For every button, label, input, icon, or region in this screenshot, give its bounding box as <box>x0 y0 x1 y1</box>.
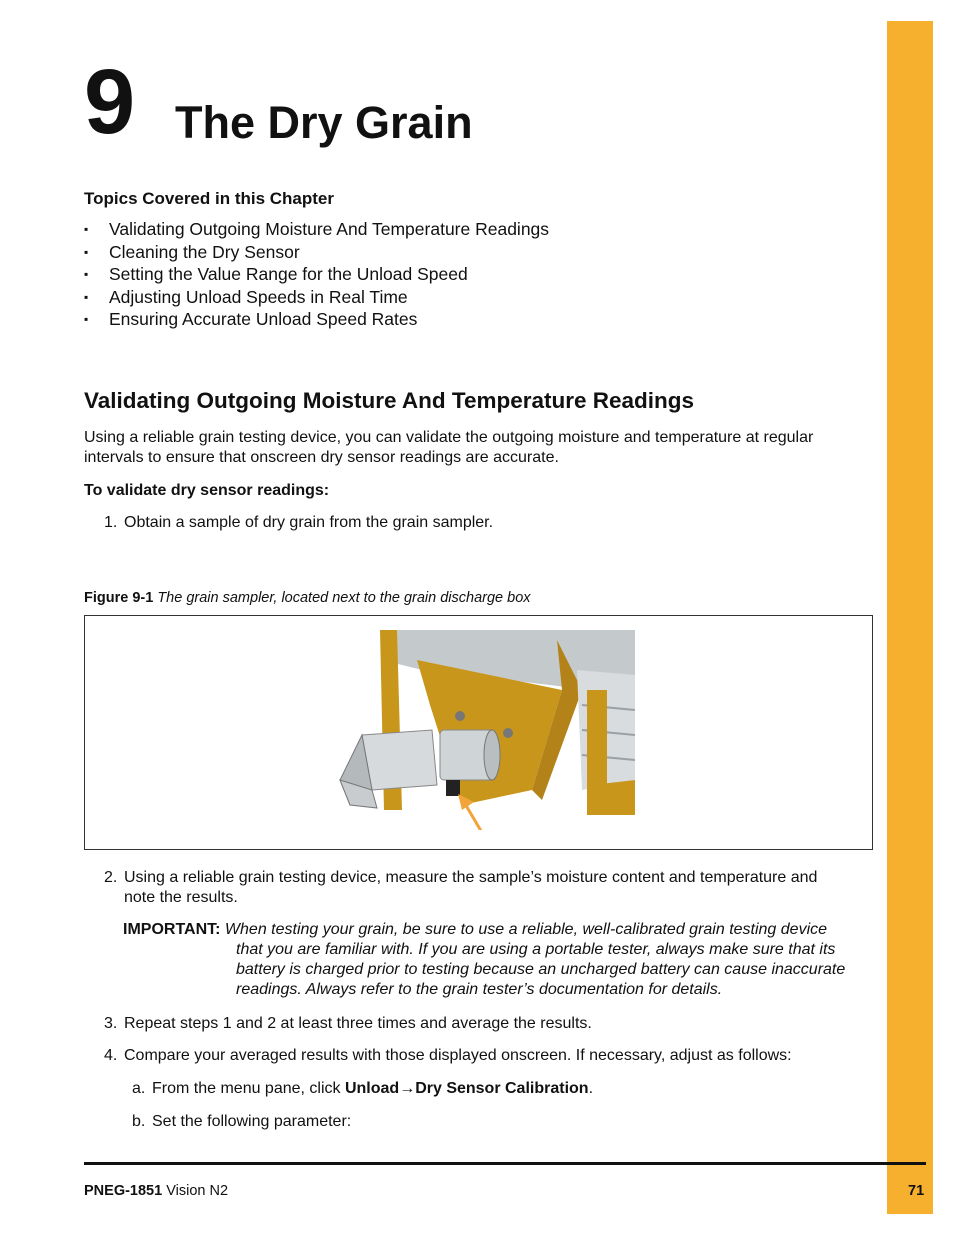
step-3: 3. Repeat steps 1 and 2 at least three times and average the results. <box>104 1015 592 1032</box>
topic-item: ▪ Validating Outgoing Moisture And Temperature Readings <box>84 219 550 239</box>
step-4: 4. Compare your averaged results with those displayed onscreen. If necessary, adjust as follows: <box>104 1047 792 1064</box>
bullet-icon: ▪ <box>84 267 89 281</box>
topics-list <box>84 218 549 331</box>
chapter-tab-bar <box>887 21 933 1214</box>
topic-item: ▪ Setting the Value Range for the Unload Speed <box>84 264 468 284</box>
substep-a: a. From the menu pane, click Unload→Dry Sensor Calibration. <box>132 1080 594 1097</box>
topic-item: ▪ Cleaning the Dry Sensor <box>84 241 300 262</box>
footer-doc-id: PNEG-1851 Vision N2 <box>84 1183 229 1199</box>
chapter-title: The Dry Grain <box>175 97 473 148</box>
step-1: 1. Obtain a sample of dry grain from the grain sampler. <box>104 514 494 531</box>
grain-sampler-illustration <box>322 630 635 830</box>
chapter-number: 9 <box>84 51 136 153</box>
figure-caption: Figure 9-1 The grain sampler, located next to the grain discharge box <box>84 590 531 606</box>
bullet-icon: ▪ <box>84 244 89 259</box>
important-note: IMPORTANT: When testing your grain, be sure to use a reliable, well-calibrated grain testing device that you are familiar with. If you are using a portable tester, always make sure that its battery is charged prior to testing because an uncharged battery can cause inaccurate readings. Always refer to the grain tester’s documentation for details. <box>123 921 846 998</box>
topics-heading: Topics Covered in this Chapter <box>84 189 335 208</box>
procedure-heading: To validate dry sensor readings: <box>84 482 330 499</box>
section-title: Validating Outgoing Moisture And Temperature Readings <box>84 388 695 413</box>
footer-rule <box>84 1162 926 1165</box>
page-number: 71 <box>908 1183 925 1199</box>
substep-b: b. Set the following parameter: <box>132 1113 352 1130</box>
topic-item: ▪ Adjusting Unload Speeds in Real Time <box>84 286 408 307</box>
topic-item: ▪ Ensuring Accurate Unload Speed Rates <box>84 309 418 329</box>
bullet-icon: ▪ <box>84 289 89 304</box>
bullet-icon: ▪ <box>84 222 89 236</box>
bullet-icon: ▪ <box>84 312 89 326</box>
section-intro: Using a reliable grain testing device, you can validate the outgoing moisture and temperature at regular intervals to ensure that onscreen dry sensor readings are accurate. <box>84 429 814 466</box>
step-2: 2. Using a reliable grain testing device, measure the sample’s moisture content and temperature and note the results. <box>104 869 818 906</box>
